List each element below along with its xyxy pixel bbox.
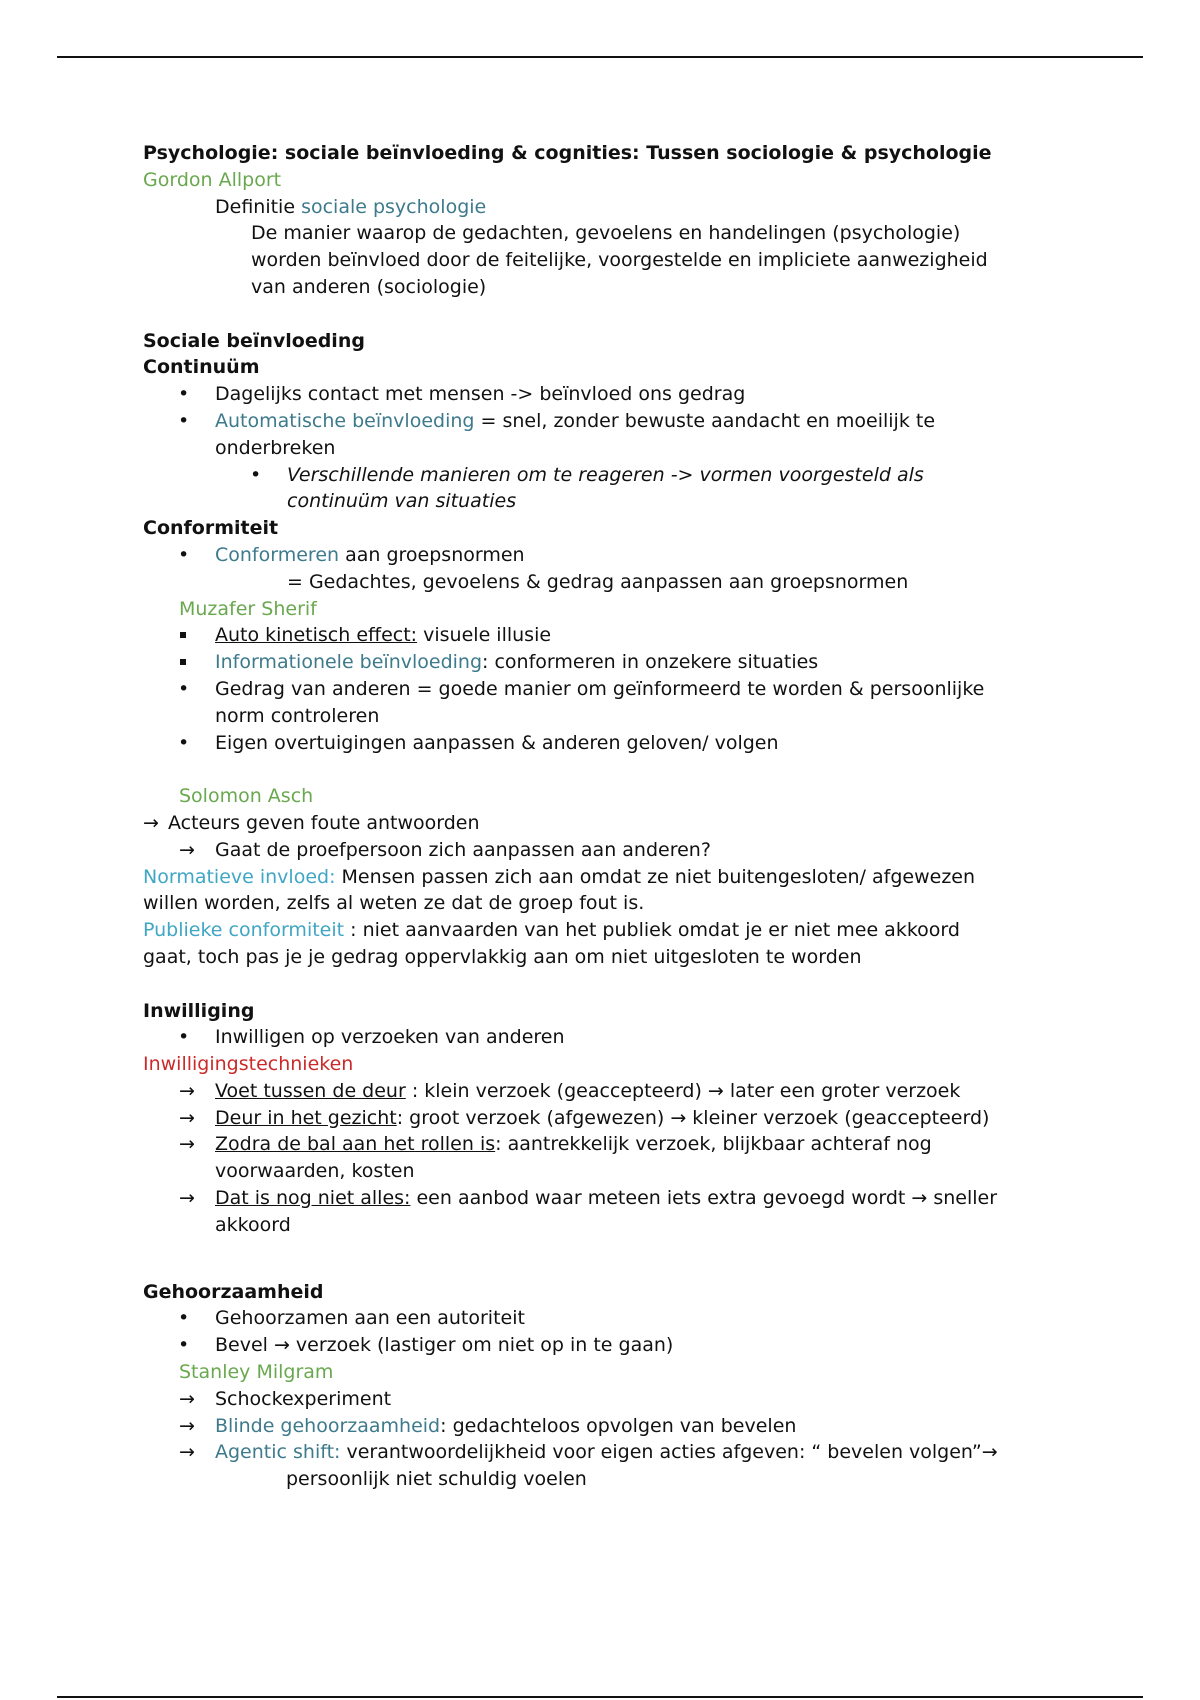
bullet-icon: •: [178, 731, 190, 754]
list-item: [143, 676, 1093, 703]
term-dat-is-nog-niet-alles: Dat is nog niet alles:: [215, 1187, 411, 1210]
list-item-text: aan groepsnormen: [339, 543, 525, 566]
list-item: [143, 1332, 1093, 1359]
arrow-item: [143, 1185, 1093, 1212]
arrow-icon: →: [179, 1187, 195, 1210]
list-item: [143, 1305, 1093, 1332]
arrow-item-text: Gaat de proefpersoon zich aanpassen aan anderen?: [215, 838, 711, 861]
sub-list-item: [143, 462, 1093, 489]
arrow-item: [143, 837, 1093, 864]
list-item: [143, 622, 1093, 649]
list-item-continuation: norm controleren: [215, 704, 380, 727]
conformeren-definition: = Gedachtes, gevoelens & gedrag aanpassen aan groepsnormen: [287, 570, 909, 593]
list-item-text: Inwilligen op verzoeken van anderen: [215, 1026, 565, 1049]
arrow-icon: →: [179, 1079, 195, 1102]
heading-gehoorzaamheid: Gehoorzaamheid: [143, 1280, 324, 1303]
arrow-icon: →: [179, 1387, 195, 1410]
sub-list-item-continuation: continuüm van situaties: [287, 490, 517, 513]
document-body: [143, 140, 1093, 1493]
arrow-item: [143, 1439, 1093, 1466]
arrow-item-text: : aantrekkelijk verzoek, blijkbaar achteraf nog: [495, 1133, 932, 1156]
definition-prefix: Definitie: [215, 195, 302, 218]
list-item: [143, 381, 1093, 408]
page-title: Psychologie: sociale beïnvloeding & cognities: Tussen sociologie & psychologie: [143, 142, 992, 164]
arrow-item-text: : gedachteloos opvolgen van bevelen: [440, 1414, 797, 1437]
arrow-item-continuation: voorwaarden, kosten: [215, 1160, 415, 1183]
bottom-rule: [57, 1696, 1143, 1698]
heading-sociale-beinvloeding: Sociale beïnvloeding: [143, 329, 365, 352]
term-automatische: Automatische beïnvloeding: [215, 409, 475, 432]
term-auto-kinetisch: Auto kinetisch effect:: [215, 624, 418, 647]
arrow-icon: →: [179, 1414, 195, 1437]
heading-inwilligingstechnieken: Inwilligingstechnieken: [143, 1053, 354, 1076]
arrow-item-text: Schockexperiment: [215, 1387, 392, 1410]
bullet-icon: •: [178, 1307, 190, 1330]
definition-line: [143, 194, 1093, 221]
bullet-icon: •: [178, 1026, 190, 1049]
arrow-item: [143, 1105, 1093, 1132]
bullet-icon: •: [250, 463, 262, 486]
arrow-icon: →: [179, 838, 195, 861]
heading-inwilliging: Inwilliging: [143, 999, 255, 1022]
definition-term: sociale psychologie: [301, 195, 487, 218]
paragraph-text: : niet aanvaarden van het publiek omdat je er niet mee akkoord: [344, 919, 960, 942]
arrow-item: [143, 1131, 1093, 1158]
author-milgram: Stanley Milgram: [179, 1361, 334, 1384]
definition-text-1: De manier waarop de gedachten, gevoelens en handelingen (psychologie): [251, 222, 961, 245]
arrow-icon: →: [179, 1133, 195, 1156]
arrow-item-text: Acteurs geven foute antwoorden: [168, 811, 480, 834]
list-item-continuation: onderbreken: [215, 436, 336, 459]
term-informationele: Informationele beïnvloeding: [215, 651, 483, 674]
list-item-text: = snel, zonder bewuste aandacht en moeilijk te: [474, 409, 936, 432]
arrow-item: [143, 810, 1093, 837]
definition-text-2: worden beïnvloed door de feitelijke, voorgestelde en impliciete aanwezigheid: [251, 249, 988, 272]
term-publieke-conformiteit: Publieke conformiteit: [143, 919, 345, 942]
normatieve-continuation: willen worden, zelfs al weten ze dat de groep fout is.: [143, 892, 645, 915]
list-item: [143, 542, 1093, 569]
arrow-item-text: een aanbod waar meteen iets extra gevoegd wordt → sneller: [410, 1187, 998, 1210]
arrow-item-text: : groot verzoek (afgewezen) → kleiner verzoek (geaccepteerd): [396, 1106, 990, 1129]
term-zodra-de-bal: Zodra de bal aan het rollen is: [215, 1133, 496, 1156]
arrow-item-continuation: akkoord: [215, 1213, 291, 1236]
arrow-icon: →: [179, 1441, 195, 1464]
heading-continuum: Continuüm: [143, 356, 260, 379]
term-normatieve-invloed: Normatieve invloed:: [143, 865, 336, 888]
paragraph-text: Mensen passen zich aan omdat ze niet buitengesloten/ afgewezen: [335, 865, 976, 888]
term-conformeren: Conformeren: [215, 543, 340, 566]
bullet-icon: •: [178, 409, 190, 432]
term-voet-tussen-de-deur: Voet tussen de deur: [215, 1079, 406, 1102]
arrow-item-text: verantwoordelijkheid voor eigen acties afgeven: “ bevelen volgen”→: [340, 1441, 998, 1464]
author-asch: Solomon Asch: [179, 785, 314, 808]
term-blinde-gehoorzaamheid: Blinde gehoorzaamheid: [215, 1414, 441, 1437]
list-item-text: : conformeren in onzekere situaties: [482, 651, 819, 674]
list-item-text: Gehoorzamen aan een autoriteit: [215, 1307, 525, 1330]
sub-list-item-text: Verschillende manieren om te reageren -> vormen voorgesteld als: [287, 463, 924, 486]
bullet-icon: •: [178, 1334, 190, 1357]
heading-conformiteit: Conformiteit: [143, 517, 279, 540]
arrow-item: [143, 1386, 1093, 1413]
normatieve-line: [143, 864, 1093, 891]
author-allport: Gordon Allport: [143, 168, 282, 191]
term-deur-in-het-gezicht: Deur in het gezicht: [215, 1106, 397, 1129]
arrow-item: [143, 1413, 1093, 1440]
publieke-line: [143, 917, 1093, 944]
arrow-item: [143, 1078, 1093, 1105]
list-item: [143, 649, 1093, 676]
list-item: [143, 730, 1093, 757]
arrow-icon: →: [179, 1106, 195, 1129]
list-item: [143, 408, 1093, 435]
definition-text-3: van anderen (sociologie): [251, 275, 487, 298]
list-item-text: Bevel → verzoek (lastiger om niet op in te gaan): [215, 1334, 674, 1357]
author-sherif: Muzafer Sherif: [179, 597, 317, 620]
square-bullet-icon: [180, 632, 186, 638]
list-item-text: visuele illusie: [417, 624, 552, 647]
bullet-icon: •: [178, 677, 190, 700]
list-item-text: Eigen overtuigingen aanpassen & anderen geloven/ volgen: [215, 731, 779, 754]
publieke-continuation: gaat, toch pas je je gedrag oppervlakkig aan om niet uitgesloten te worden: [143, 945, 862, 968]
list-item-text: Dagelijks contact met mensen -> beïnvloed ons gedrag: [215, 383, 746, 406]
bullet-icon: •: [178, 383, 190, 406]
list-item-text: Gedrag van anderen = goede manier om geïnformeerd te worden & persoonlijke: [215, 677, 985, 700]
list-item: [143, 1024, 1093, 1051]
arrow-item-text: : klein verzoek (geaccepteerd) → later een groter verzoek: [405, 1079, 961, 1102]
arrow-icon: →: [143, 811, 159, 834]
square-bullet-icon: [180, 659, 186, 665]
term-agentic-shift: Agentic shift:: [215, 1441, 341, 1464]
top-rule: [57, 56, 1143, 58]
bullet-icon: •: [178, 543, 190, 566]
arrow-item-continuation: persoonlijk niet schuldig voelen: [286, 1468, 587, 1491]
